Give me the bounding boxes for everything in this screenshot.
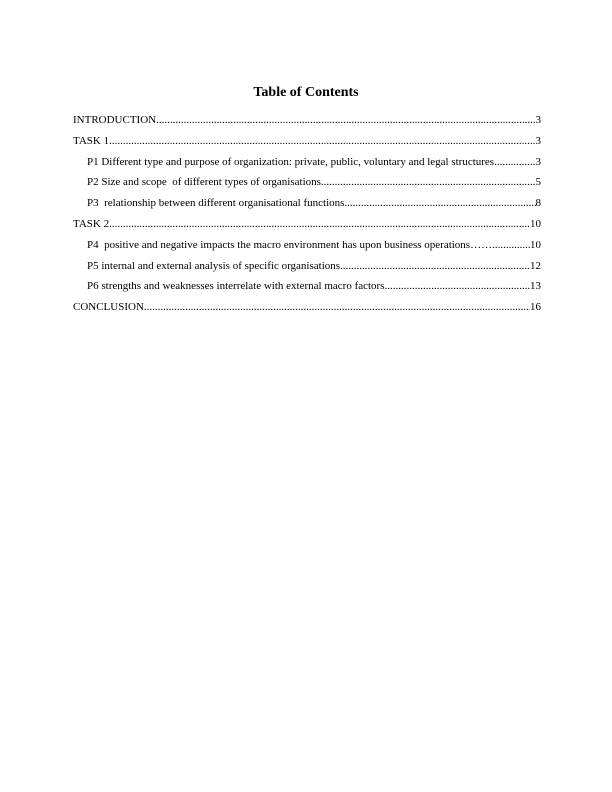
- toc-entry-label: P1 Different type and purpose of organization: private, public, voluntary and legal structures.: [87, 155, 497, 168]
- toc-entry-conclusion[interactable]: [73, 300, 541, 321]
- toc-entry-page-number: 16: [530, 301, 541, 314]
- toc-entry-page-number: 10: [530, 238, 541, 251]
- toc-entry-page-number: 8: [535, 197, 541, 210]
- toc-entry-label: P6 strengths and weaknesses interrelate with external macro factors: [87, 280, 385, 293]
- dot-leader: [344, 196, 535, 210]
- toc-entry-p3[interactable]: [73, 196, 541, 217]
- dot-leader: [321, 175, 536, 189]
- toc-entry-page-number: 3: [535, 155, 541, 168]
- toc-entry-p5[interactable]: [73, 259, 541, 280]
- toc-entry-label: TASK 2: [73, 217, 110, 230]
- dot-leader: [385, 279, 530, 293]
- dot-leader: [492, 238, 530, 252]
- dot-leader: [497, 155, 536, 169]
- toc-entry-label: CONCLUSION: [73, 301, 144, 314]
- toc-title: Table of Contents: [253, 85, 359, 100]
- toc-entry-page-number: 3: [535, 114, 541, 126]
- toc-entry-task-1[interactable]: [73, 134, 541, 155]
- toc-entry-page-number: 3: [535, 134, 541, 147]
- toc-list: [73, 113, 541, 321]
- toc-entry-p2[interactable]: [73, 175, 541, 196]
- dot-leader: [144, 300, 530, 314]
- dot-leader: [109, 217, 530, 231]
- dot-leader: [340, 259, 530, 273]
- toc-entry-label: P4 positive and negative impacts the macro environment has upon business operations……: [87, 238, 493, 251]
- toc-entry-label: TASK 1: [73, 134, 110, 147]
- toc-entry-label: INTRODUCTION: [73, 114, 157, 126]
- toc-entry-page-number: 12: [530, 259, 541, 272]
- toc-entry-label: P5 internal and external analysis of specific organisations: [87, 259, 341, 272]
- toc-entry-page-number: 13: [530, 280, 541, 293]
- toc-entry-p6[interactable]: [73, 279, 541, 300]
- toc-entry-label: P2 Size and scope of different types of organisations: [87, 176, 321, 189]
- toc-entry-p1[interactable]: [73, 155, 541, 176]
- dot-leader: [156, 113, 535, 127]
- toc-entry-p4[interactable]: [73, 238, 541, 259]
- toc-entry-task-2[interactable]: [73, 217, 541, 238]
- toc-entry-page-number: 5: [535, 176, 541, 189]
- dot-leader: [109, 134, 535, 148]
- toc-entry-label: P3 relationship between different organisational functions: [87, 197, 345, 210]
- toc-entry-introduction[interactable]: [73, 113, 541, 134]
- toc-entry-page-number: 10: [530, 217, 541, 230]
